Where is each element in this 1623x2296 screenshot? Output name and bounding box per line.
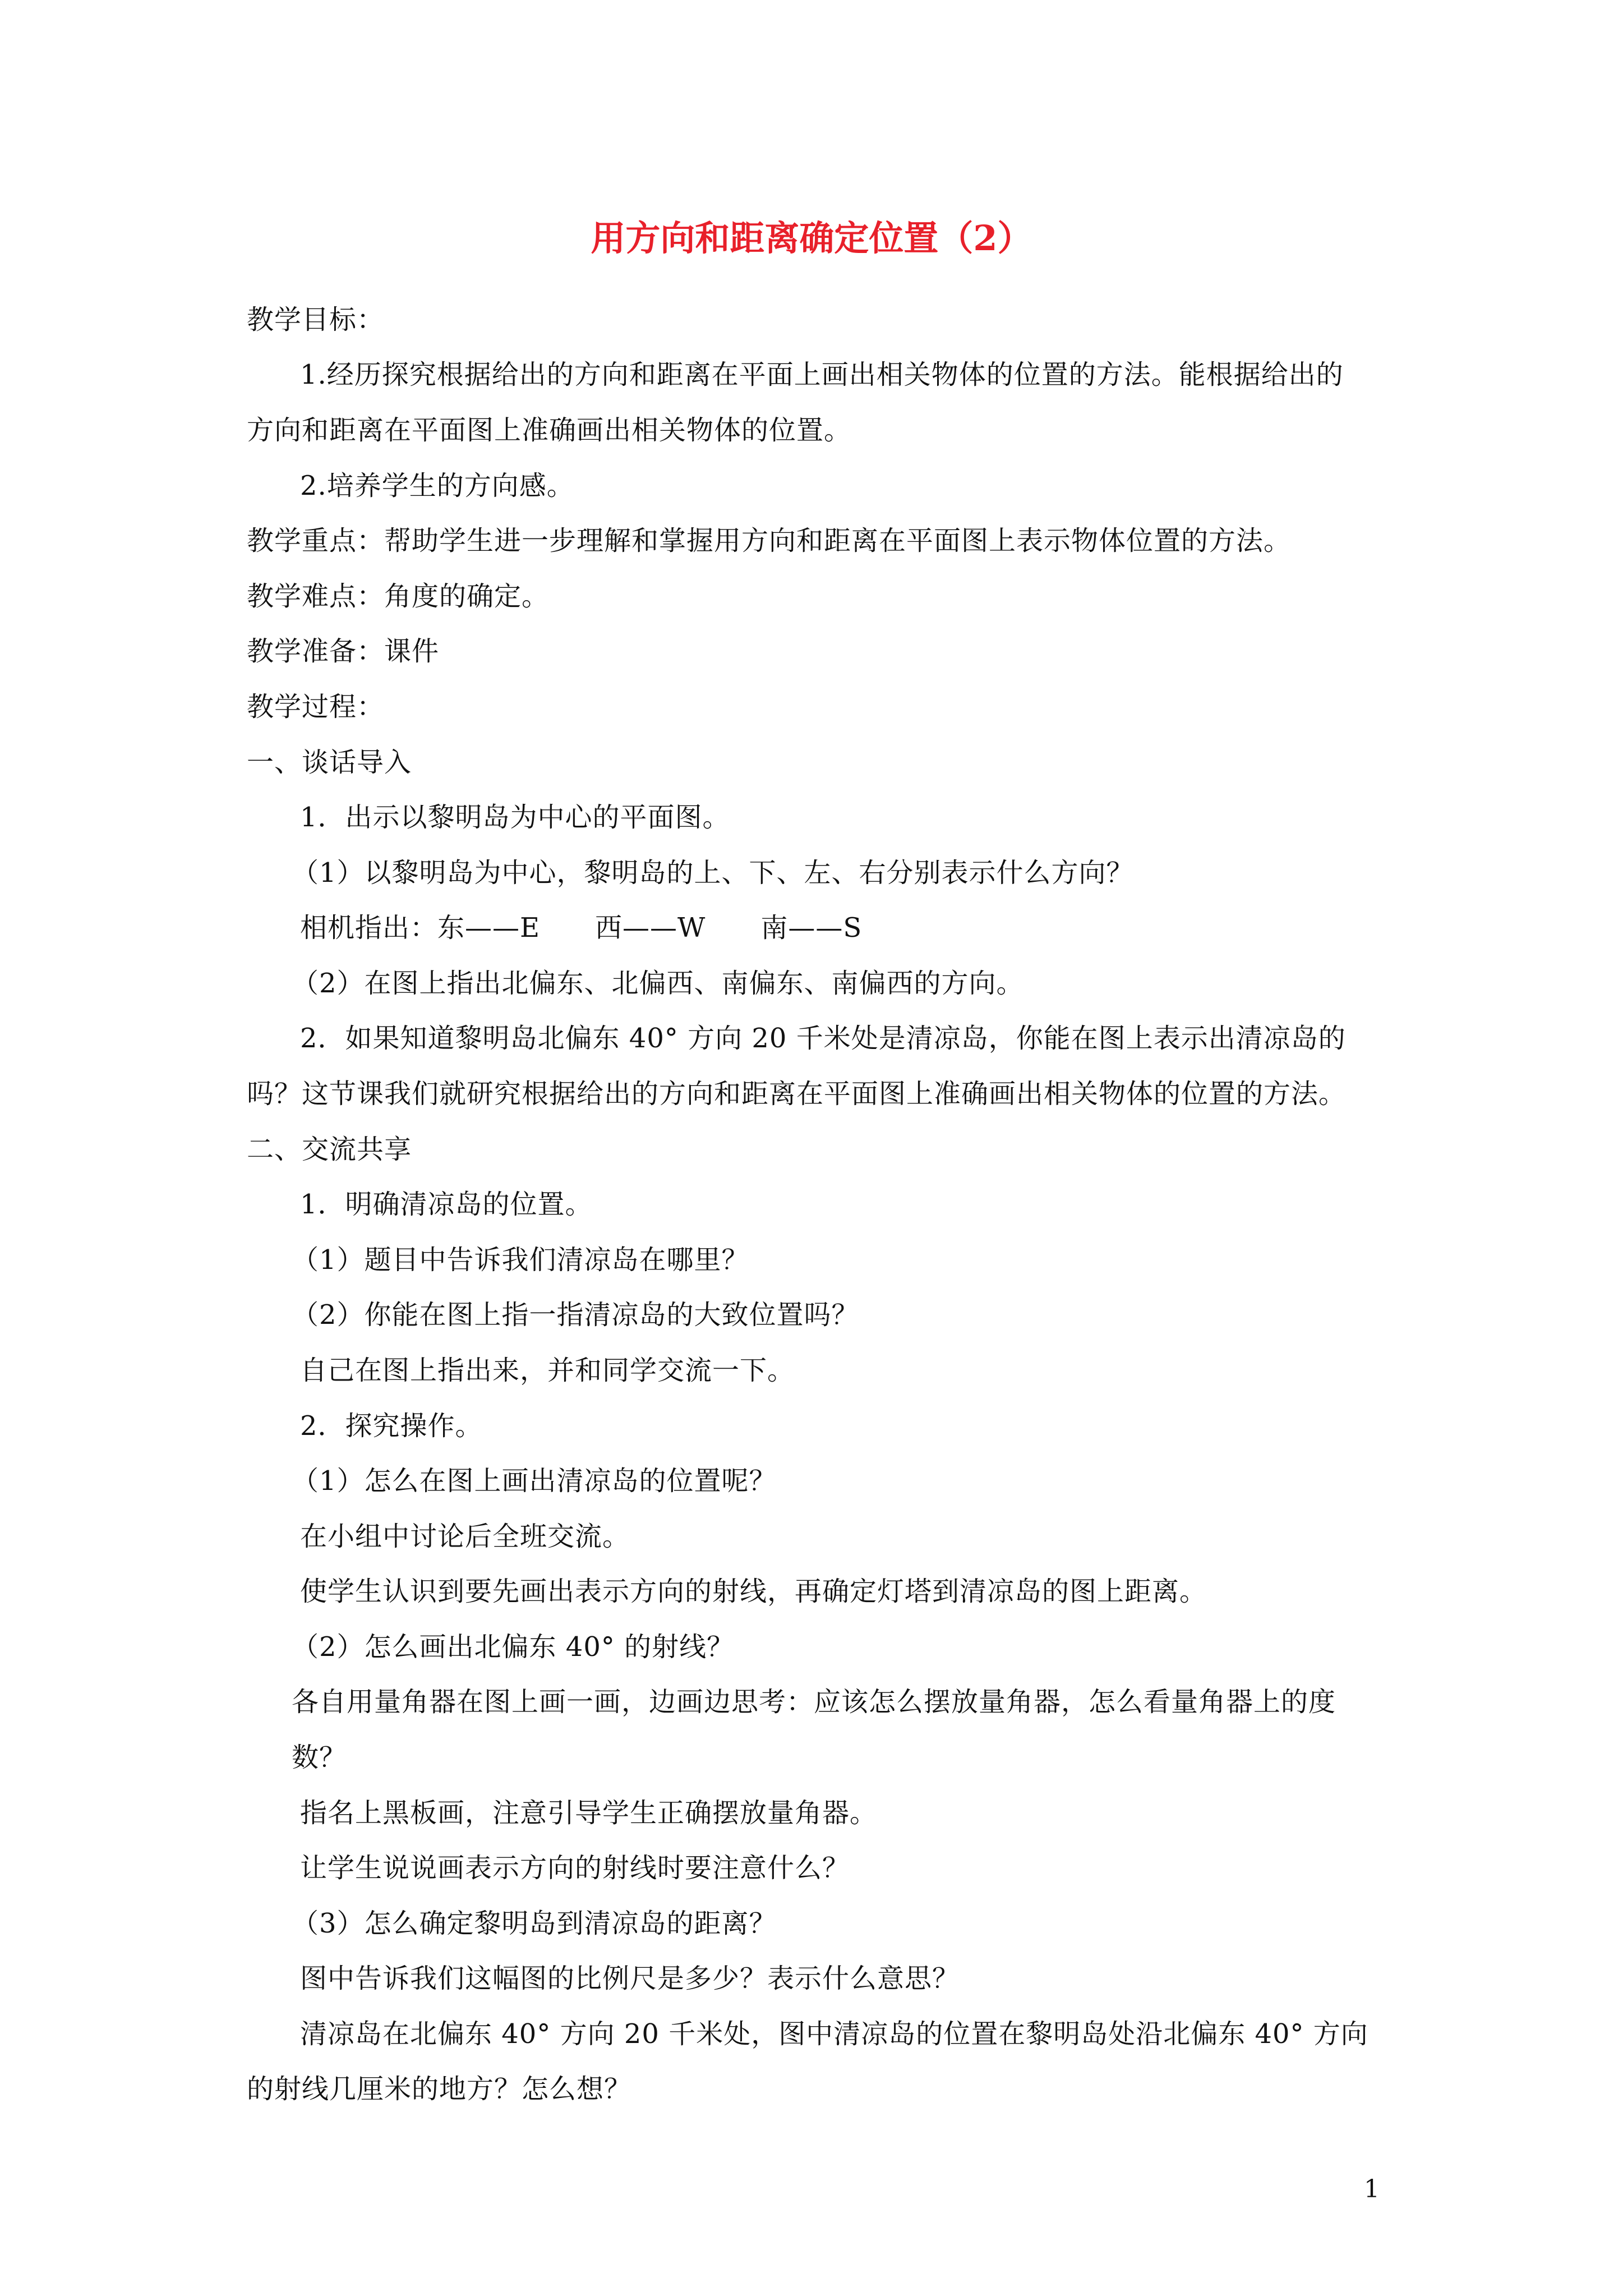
text-line: 各自用量角器在图上画一画，边画边思考：应该怎么摆放量角器，怎么看量角器上的度 [292, 1686, 1336, 1718]
text-line: （3）怎么确定黎明岛到清凉岛的距离？ [292, 1908, 777, 1939]
text-line: 1.经历探究根据给出的方向和距离在平面上画出相关物体的位置的方法。能根据给出的 [300, 359, 1344, 390]
text-line: 图中告诉我们这幅图的比例尺是多少？表示什么意思？ [300, 1963, 960, 1994]
text-line: 吗？这节课我们就研究根据给出的方向和距离在平面图上准确画出相关物体的位置的方法。 [247, 1078, 1347, 1110]
text-line: 教学过程： [247, 691, 385, 723]
text-line: 在小组中讨论后全班交流。 [300, 1521, 630, 1552]
page-number: 1 [1364, 2175, 1380, 2203]
text-line: 1．出示以黎明岛为中心的平面图。 [300, 802, 730, 833]
text-line: 教学重点：帮助学生进一步理解和掌握用方向和距离在平面图上表示物体位置的方法。 [247, 525, 1292, 556]
text-line: 的射线几厘米的地方？怎么想？ [247, 2073, 632, 2105]
text-line: 2．如果知道黎明岛北偏东 40° 方向 20 千米处是清凉岛，你能在图上表示出清凉岛的 [300, 1023, 1346, 1054]
text-line: 数？ [292, 1742, 347, 1773]
text-line: （2）你能在图上指一指清凉岛的大致位置吗？ [292, 1299, 859, 1331]
text-line: （1）题目中告诉我们清凉岛在哪里？ [292, 1244, 749, 1276]
text-line: 教学目标： [247, 304, 385, 335]
text-line: （2）怎么画出北偏东 40° 的射线？ [292, 1631, 735, 1663]
text-line: 教学难点：角度的确定。 [247, 581, 550, 612]
section-heading: 一、谈话导入 [247, 747, 412, 778]
document-title: 用方向和距离确定位置（2） [591, 218, 1032, 259]
text-line: 指名上黑板画，注意引导学生正确摆放量角器。 [300, 1797, 878, 1829]
text-line: 教学准备：课件 [247, 636, 440, 667]
text-line: 2．探究操作。 [300, 1410, 483, 1442]
text-line: （2）在图上指出北偏东、北偏西、南偏东、南偏西的方向。 [292, 968, 1024, 999]
text-line: （1）以黎明岛为中心，黎明岛的上、下、左、右分别表示什么方向？ [292, 857, 1134, 889]
text-line: 2.培养学生的方向感。 [300, 470, 574, 501]
text-line: 方向和距离在平面图上准确画出相关物体的位置。 [247, 415, 852, 446]
text-line: 使学生认识到要先画出表示方向的射线，再确定灯塔到清凉岛的图上距离。 [300, 1576, 1207, 1607]
text-line: 让学生说说画表示方向的射线时要注意什么？ [300, 1852, 850, 1884]
text-line: 相机指出：东——E 西——W 南——S [300, 912, 863, 944]
text-line: （1）怎么在图上画出清凉岛的位置呢？ [292, 1465, 777, 1497]
text-line: 1．明确清凉岛的位置。 [300, 1189, 593, 1220]
section-heading: 二、交流共享 [247, 1134, 412, 1165]
text-line: 自己在图上指出来，并和同学交流一下。 [300, 1355, 795, 1386]
text-line: 清凉岛在北偏东 40° 方向 20 千米处，图中清凉岛的位置在黎明岛处沿北偏东 40° 方向 [300, 2018, 1368, 2050]
